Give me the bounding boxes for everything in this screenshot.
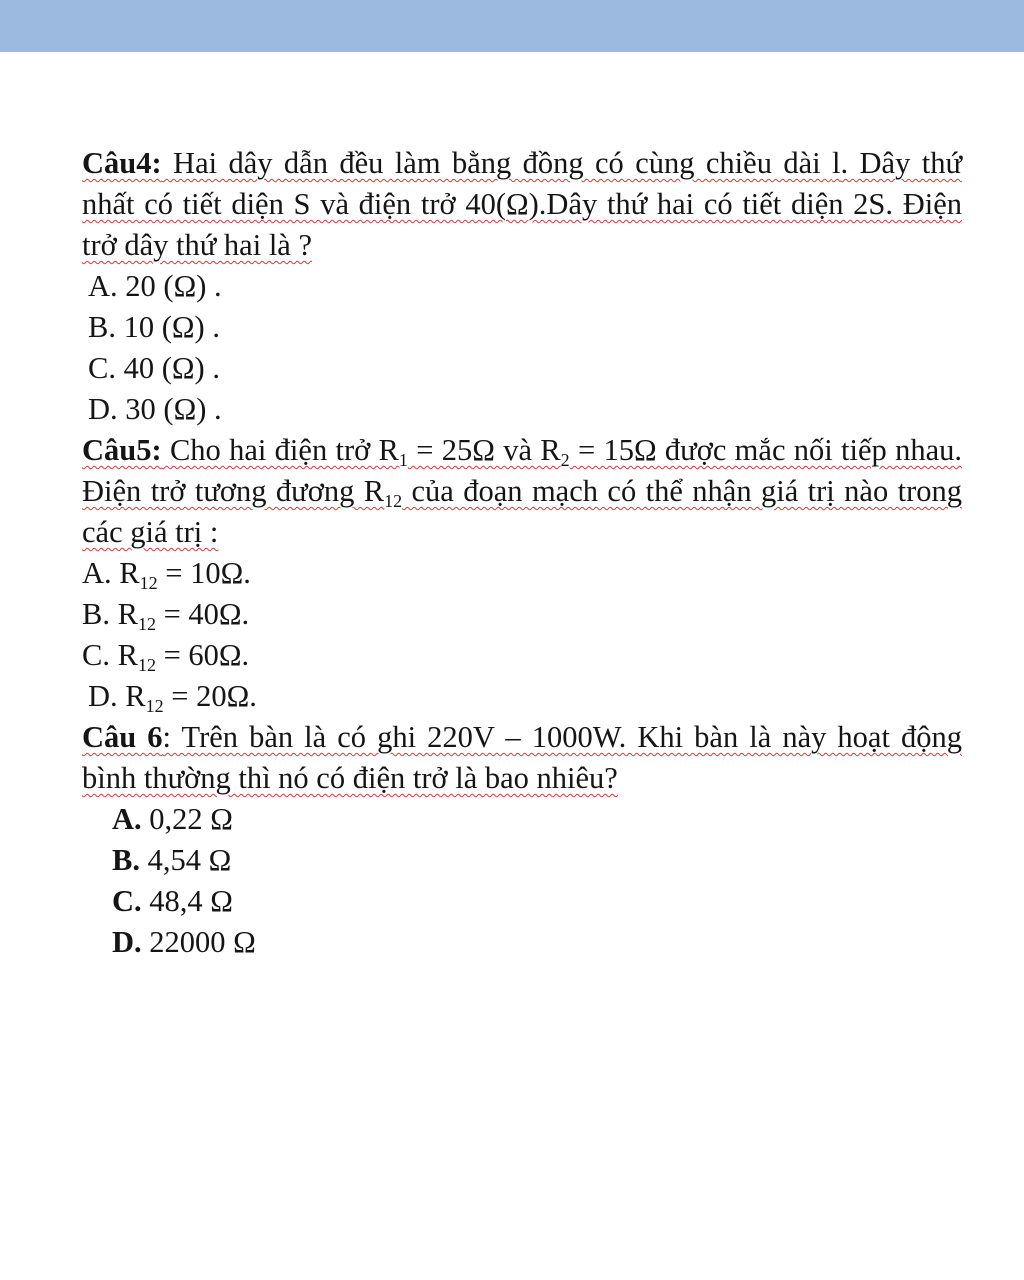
question-4-text-part1: Hai dây dẫn đều làm bằng đồng có cùng chiều dài — [161, 146, 833, 180]
window-top-band — [0, 0, 1024, 52]
option-label: C. — [88, 351, 116, 385]
option-value: 40 (Ω) . — [123, 351, 220, 385]
subscript: 12 — [137, 655, 156, 675]
question-5-text-part3: = 15Ω được mắc nối tiếp nhau. Điện trở tương đương R — [82, 433, 963, 508]
option-symbol: R — [117, 638, 138, 672]
option-value: 4,54 Ω — [147, 843, 232, 877]
option-label: C. — [82, 638, 110, 672]
question-4 — [82, 143, 962, 266]
question-5-text-part2: = 25Ω và R — [407, 433, 561, 467]
subscript: 12 — [137, 614, 156, 634]
option-value: = 20Ω. — [163, 679, 257, 713]
question-5-option-d — [82, 676, 962, 717]
option-label: B. — [88, 310, 116, 344]
option-value: 30 (Ω) . — [125, 392, 222, 426]
option-value: 10 (Ω) . — [123, 310, 220, 344]
question-6-option-d — [82, 922, 962, 963]
subscript: 1 — [398, 450, 408, 470]
question-4-option-c — [82, 348, 962, 389]
option-value: 0,22 Ω — [149, 802, 233, 836]
option-label: A. — [82, 556, 112, 590]
option-label: A. — [88, 269, 118, 303]
document-page — [82, 143, 962, 963]
option-symbol: R — [119, 556, 140, 590]
question-4-option-b — [82, 307, 962, 348]
option-symbol: R — [117, 597, 138, 631]
option-label: D. — [88, 679, 118, 713]
question-5-text-part4: của đoạn mạch có thể nhận giá trị nào trong các giá trị : — [82, 474, 963, 549]
question-5-option-a — [82, 553, 962, 594]
option-label: C. — [112, 884, 142, 918]
question-6-option-b — [82, 840, 962, 881]
question-6-option-c — [82, 881, 962, 922]
question-5-heading: Câu5: — [82, 433, 162, 467]
question-4-text-part3: . Dây thứ nhất có tiết diện S và điện trở 40(Ω).Dây thứ hai có tiết diện 2S. Điện trở dây thứ hai là ? — [82, 146, 962, 262]
option-label: B. — [82, 597, 110, 631]
option-label: D. — [112, 925, 142, 959]
option-value: 22000 Ω — [149, 925, 256, 959]
option-value: = 60Ω. — [155, 638, 250, 672]
question-5-option-c — [82, 635, 962, 676]
subscript: 12 — [145, 696, 164, 716]
question-6-option-a — [82, 799, 962, 840]
subscript: 2 — [560, 450, 570, 470]
option-value: 48,4 Ω — [149, 884, 233, 918]
option-value: 20 (Ω) . — [125, 269, 222, 303]
question-5-text-part1: Cho hai điện trở R — [161, 433, 399, 467]
option-value: = 10Ω. — [157, 556, 251, 590]
option-value: = 40Ω. — [155, 597, 250, 631]
question-6-text: : Trên bàn là có ghi 220V – 1000W. Khi bàn là này hoạt động bình thường thì nó có điện trở là bao nhiêu? — [82, 720, 962, 795]
question-5-option-b — [82, 594, 962, 635]
option-label: B. — [112, 843, 140, 877]
subscript: 12 — [384, 491, 403, 511]
question-5 — [82, 430, 962, 553]
option-label: A. — [112, 802, 142, 836]
question-4-option-a — [82, 266, 962, 307]
question-4-option-d — [82, 389, 962, 430]
subscript: 12 — [139, 573, 158, 593]
question-6-heading: Câu 6 — [82, 720, 163, 754]
option-label: D. — [88, 392, 118, 426]
question-6 — [82, 717, 962, 799]
question-4-heading: Câu4: — [82, 146, 162, 180]
option-symbol: R — [125, 679, 146, 713]
question-4-text-part2: l — [832, 146, 841, 180]
